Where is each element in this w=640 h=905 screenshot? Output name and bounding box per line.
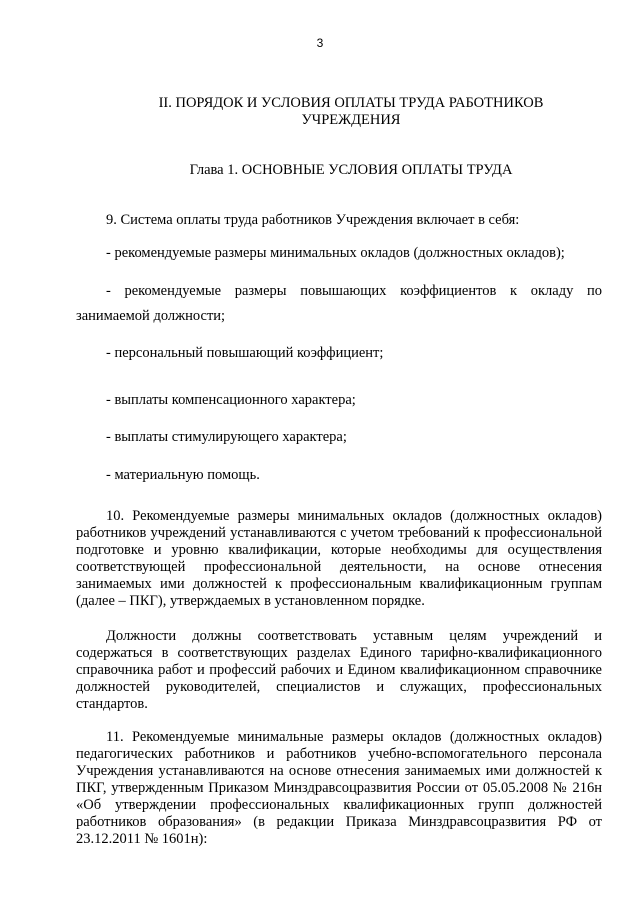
paragraph-positions: Должности должны соответствовать уставным целям учреждений и содержаться в соответствующих разделах Единого тарифно-квалификационного справочника работ и профессий рабочих и Едином квалификационном справочнике должностей руководителей, специалистов и служащих, профессиональных стандартов. [76,628,602,712]
paragraph-11: 11. Рекомендуемые минимальные размеры окладов (должностных окладов) педагогических работников и работников учебно-вспомогательного персонала Учреждения устанавливаются на основе отнесения занимаемых ими должностей к ПКГ, утвержденным Приказом Минздравсоцразвития России от 05.05.2008 № 216н «Об утверждении профессиональных квалификационных групп должностей работников образования» (в редакции Приказа Минздравсоцразвития РФ от 23.12.2011 № 1601н): [76,729,602,847]
list-item: - материальную помощь. [106,467,260,483]
page-number: 3 [316,36,324,50]
paragraph-9-intro: 9. Система оплаты труда работников Учреждения включает в себя: [106,212,520,228]
list-item: - рекомендуемые размеры минимальных окладов (должностных окладов); [106,245,565,261]
section-title: II. ПОРЯДОК И УСЛОВИЯ ОПЛАТЫ ТРУДА РАБОТНИКОВ УЧРЕЖДЕНИЯ [158,95,544,128]
list-item-continuation: занимаемой должности; [76,308,226,324]
list-item: - выплаты компенсационного характера; [106,392,356,408]
list-item: - рекомендуемые размеры повышающих коэффициентов к окладу по [106,283,602,299]
document-body [76,95,602,848]
paragraph-10: 10. Рекомендуемые размеры минимальных окладов (должностных окладов) работников учреждений устанавливаются с учетом требований к профессиональной подготовке и уровню квалификации, которые необходимы для осуществления соответствующей профессиональной деятельности, на основе отнесения занимаемых ими должностей к профессиональным квалификационным группам (далее – ПКГ), утверждаемых в установленном порядке. [76,508,602,609]
chapter-title: Глава 1. ОСНОВНЫЕ УСЛОВИЯ ОПЛАТЫ ТРУДА [189,162,513,178]
list-item: - выплаты стимулирующего характера; [106,429,347,445]
list-item: - персональный повышающий коэффициент; [106,345,384,361]
